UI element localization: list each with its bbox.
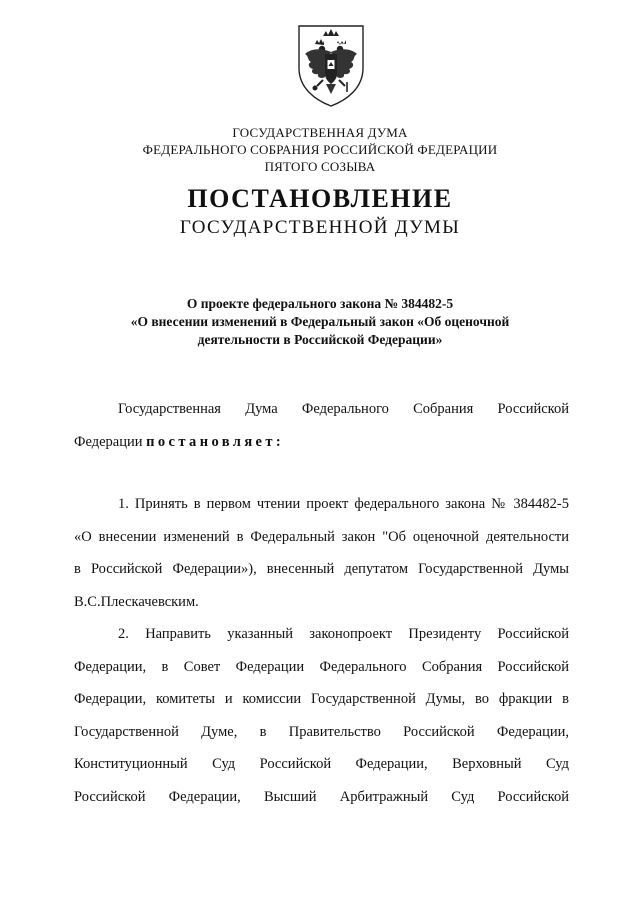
item-2-line-4: Государственной Думе, в Правительство Российской Федерации, [74,723,569,740]
preamble-paragraph [74,393,569,458]
document-type-subtitle: ГОСУДАРСТВЕННОЙ ДУМЫ [179,217,461,238]
coat-of-arms-icon [293,22,369,108]
item-2-paragraph [74,618,569,813]
item-1-paragraph [74,488,569,618]
resolution-subject [0,295,640,349]
item-2-line-5: Конституционный Суд Российской Федерации, Верховный Суд [74,756,569,772]
preamble-subject: Федерации [74,433,147,450]
item-2-line-2: Федерации, в Совет Федерации Федерального Собрания Российской [74,658,569,675]
document-body [74,393,569,813]
document-type-title: ПОСТАНОВЛЕНИЕ [187,184,453,213]
issuer-line-3: ПЯТОГО СОЗЫВА [264,159,376,174]
item-2-line-3: Федерации, комитеты и комиссии Государственной Думы, во фракции в [74,691,569,707]
preamble-line-2 [74,426,569,459]
item-1-line-1: 1. Принять в первом чтении проект федерального закона № 384482-5 [118,496,569,512]
subject-line-3: деятельности в Российской Федерации» [197,332,443,347]
issuer-line-1: ГОСУДАРСТВЕННАЯ ДУМА [232,125,408,140]
issuer-header [0,124,640,175]
operative-verb: постановляет: [146,433,285,450]
subject-line-1: О проекте федерального закона № 384482-5 [186,296,454,311]
item-2-line-1: 2. Направить указанный законопроект Президенту Российской [118,626,569,642]
item-1-line-2: «О внесении изменений в Федеральный закон "Об оценочной деятельности [74,528,569,545]
item-1-line-4: В.С.Плескачевским. [74,593,199,610]
item-1-line-3: в Российской Федерации»), внесенный депутатом Государственной Думы [74,561,569,577]
subject-line-2: «О внесении изменений в Федеральный закон «Об оценочной [130,314,510,329]
item-2-line-6: Российской Федерации, Высший Арбитражный Суд Российской [74,788,569,805]
issuer-line-2: ФЕДЕРАЛЬНОГО СОБРАНИЯ РОССИЙСКОЙ ФЕДЕРАЦИИ [142,142,498,157]
preamble-line-1: Государственная Дума Федерального Собрания Российской [118,401,569,417]
